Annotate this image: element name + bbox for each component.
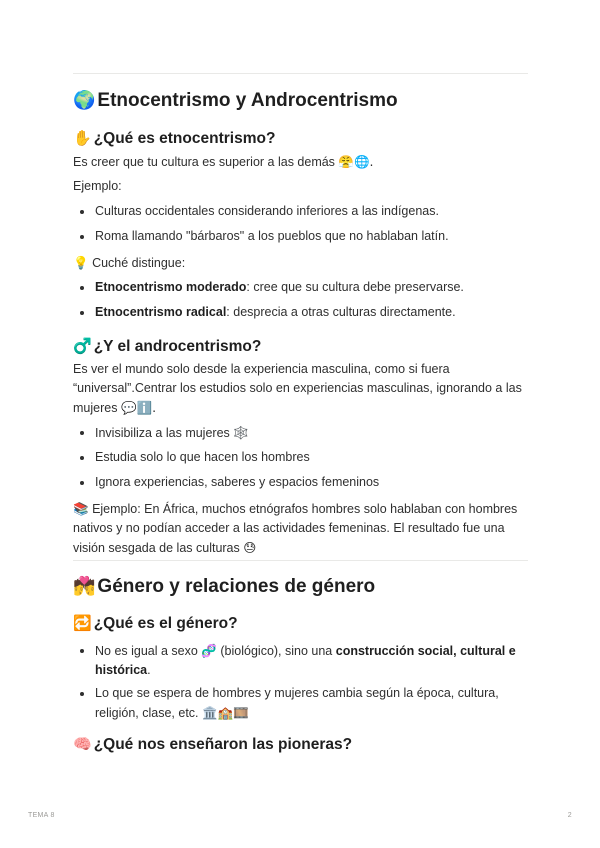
brain-icon: 🧠 [73, 735, 92, 753]
heading-text: ¿Y el androcentrismo? [93, 338, 262, 355]
cuche-paragraph [73, 253, 531, 273]
africa-example-paragraph [73, 499, 531, 558]
bold-construccion: construcción social, cultural e histórica [95, 644, 516, 677]
list-item: Ignora experiencias, saberes y espacios femeninos [95, 473, 527, 492]
repeat-icon: 🔁 [73, 614, 92, 632]
section-title-genero [73, 576, 375, 598]
ejemplo-label: Ejemplo: [73, 179, 122, 193]
androcentrismo-text: Es ver el mundo solo desde la experiencia masculina, como si fuera “universal”.Centrar los estudios solo en experiencias masculinas, ignorando a las mujeres [73, 362, 522, 415]
item-end: . [147, 663, 151, 677]
books-icon: 📚 [73, 501, 89, 516]
section-title-text: Género y relaciones de género [97, 576, 376, 597]
term-moderado: Etnocentrismo moderado [95, 280, 247, 294]
list-item: Roma llamando "bárbaros" a los pueblos que no hablaban latín. [95, 227, 527, 246]
sad-face-icon: 😓 [243, 540, 257, 555]
androcentrismo-paragraph [73, 360, 531, 418]
globe-icon: 🌍 [73, 90, 96, 111]
heading-text: ¿Qué nos enseñaron las pioneras? [93, 736, 353, 753]
angry-globe-icons: 😤🌐. [338, 154, 374, 169]
item-text: Invisibiliza a las mujeres [95, 426, 230, 440]
list-item: Culturas occidentales considerando inferiores a las indígenas. [95, 202, 527, 221]
list-item [95, 684, 527, 723]
speech-info-icons: 💬ℹ️. [120, 400, 157, 415]
list-item [95, 303, 527, 322]
item-text: (biológico), sino una [220, 644, 333, 658]
heading-que-es-genero [73, 614, 238, 633]
list-item: Estudia solo lo que hacen los hombres [95, 448, 527, 467]
raised-hand-icon: ✋ [73, 129, 92, 147]
page-number: 2 [567, 812, 572, 819]
term-desc: : cree que su cultura debe preservarse. [246, 280, 464, 294]
definition-text: Es creer que tu cultura es superior a las demás [73, 155, 335, 169]
heading-text: ¿Qué es etnocentrismo? [93, 130, 276, 147]
list-item [95, 278, 527, 297]
example-text: Ejemplo: En África, muchos etnógrafos hombres solo hablaban con hombres nativos y no podían acceder a las actividades femeninas. El resultado fue una visión sesgada de las culturas [73, 502, 518, 555]
definition-paragraph [73, 152, 531, 172]
heading-pioneras [73, 735, 352, 754]
section-divider [73, 560, 528, 561]
item-text: No es igual a sexo [95, 644, 198, 658]
list-item [95, 641, 527, 680]
top-divider [73, 73, 528, 74]
male-sign-icon: ♂️ [73, 337, 92, 355]
cuche-text: Cuché distingue: [92, 256, 186, 270]
term-radical: Etnocentrismo radical [95, 305, 227, 319]
list-item [95, 423, 527, 443]
section-title-etnocentrismo [73, 90, 398, 112]
heading-androcentrismo [73, 337, 261, 356]
section-title-text: Etnocentrismo y Androcentrismo [97, 90, 398, 111]
lightbulb-icon: 💡 [73, 255, 89, 270]
item-text: Lo que se espera de hombres y mujeres cambia según la época, cultura, religión, clase, etc. [95, 686, 499, 720]
term-desc: : desprecia a otras culturas directamente. [226, 305, 456, 319]
web-icon: 🕸️ [233, 425, 249, 440]
footer-left-label: TEMA 8 [28, 812, 55, 819]
couple-kiss-icon: 💏 [73, 576, 96, 597]
institution-icons: 🏛️🏫🎞️ [202, 705, 249, 720]
heading-text: ¿Qué es el género? [93, 615, 238, 632]
heading-que-es-etnocentrismo [73, 129, 275, 148]
dna-icon: 🧬 [201, 643, 217, 658]
